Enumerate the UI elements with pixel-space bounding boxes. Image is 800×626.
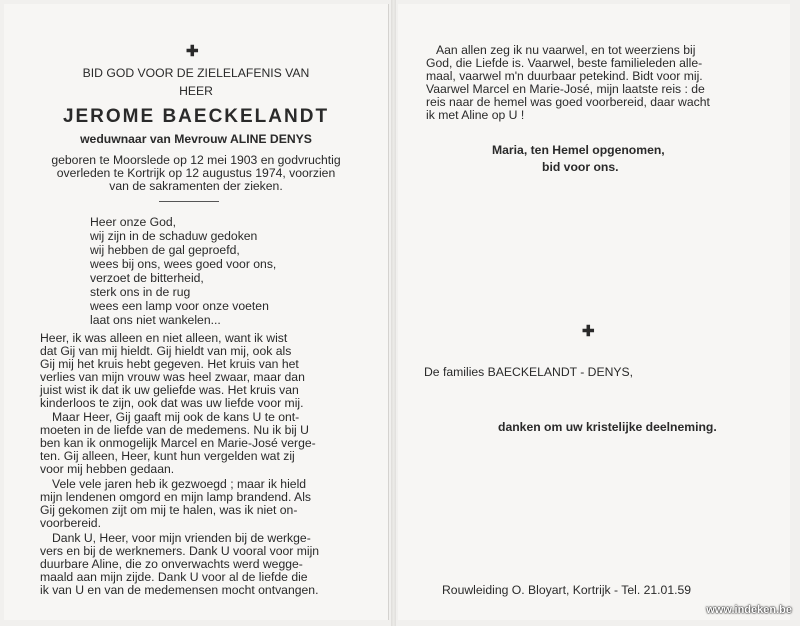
text-line: kinderloos te zijn, ook dat was uw liefde voor mij. [40, 396, 304, 410]
header-line-1: BID GOD VOOR DE ZIELELAFENIS VAN [82, 66, 310, 80]
text-line: Heer, ik was alleen en niet alleen, want ik wist [40, 331, 288, 345]
cross-icon: ✚ [582, 323, 595, 340]
text-line: verlies van mijn vrouw was heel zwaar, maar dan [40, 370, 305, 384]
text-line: God, die Liefde is. Vaarwel, beste familieleden alle- [426, 56, 703, 70]
text-line: ik met Aline op U ! [426, 108, 525, 122]
widower-line: weduwnaar van Mevrouw ALINE DENYS [80, 132, 312, 146]
text-line: ten. Gij alleen, Heer, kunt hun vergelden wat zij [40, 449, 295, 463]
text-line: vers en bij de werknemers. Dank U vooral voor mijn [40, 544, 320, 558]
text-line: Aan allen zeg ik nu vaarwel, en tot weerziens bij [436, 43, 696, 57]
bio-line: overleden te Kortrijk op 12 augustus 1974, voorzien [56, 166, 336, 180]
text-line: ben kan ik onmogelijk Marcel en Marie-José verge- [40, 436, 316, 450]
text-line: Maar Heer, Gij gaaft mij ook de kans U te ont- [52, 410, 300, 424]
page-fold [391, 0, 396, 626]
text-line: Vaarwel Marcel en Marie-José, mijn laatste reis : de [426, 82, 705, 96]
text-line: voorbereid. [40, 516, 101, 530]
text-line: voor mij hebben gedaan. [40, 462, 175, 476]
maria-invocation-line-1: Maria, ten Hemel opgenomen, [492, 143, 665, 157]
text-line: dat Gij van mij hieldt. Gij hieldt van mij, ook als [40, 344, 292, 358]
families-line: De families BAECKELANDT - DENYS, [424, 365, 634, 379]
poem-line: verzoet de bitterheid, [90, 271, 204, 285]
thanks-line: danken om uw kristelijke deelneming. [498, 420, 717, 434]
bio-line: geboren te Moorslede op 12 mei 1903 en godvruchtig [51, 153, 341, 167]
text-line: mijn lendenen omgord en mijn lamp brandend. Als [40, 490, 311, 504]
text-line: ik van U en van de medemensen mocht ontvangen. [40, 583, 319, 597]
text-line: maal, vaarwel m'n duurbaar petekind. Bidt voor mij. [426, 69, 703, 83]
text-line: Vele vele jaren heb ik gezwoegd ; maar ik hield [52, 477, 307, 491]
text-line: moeten in de liefde van de medemens. Nu ik bij U [40, 423, 309, 437]
text-line: Gij mij het kruis hebt gegeven. Het kruis van het [40, 357, 299, 371]
divider [159, 201, 219, 202]
poem-line: sterk ons in de rug [90, 285, 191, 299]
text-line: maald aan mijn zijde. Dank U voor al de liefde die [40, 570, 308, 584]
text-line: Dank U, Heer, voor mijn vrienden bij de werkge- [52, 531, 311, 545]
left-page [4, 4, 389, 620]
poem-line: Heer onze God, [90, 215, 177, 229]
poem-line: wij hebben de gal geproefd, [90, 243, 240, 257]
text-line: duurbare Aline, die zo onverwachts werd wegge- [40, 557, 303, 571]
text-line: juist wist ik dat ik uw geliefde was. Het kruis van [40, 383, 299, 397]
header-line-2: HEER [179, 84, 213, 98]
undertaker-line: Rouwleiding O. Bloyart, Kortrijk - Tel. 21.01.59 [442, 583, 692, 597]
cross-icon: ✚ [186, 43, 199, 60]
bio-line: van de sakramenten der zieken. [109, 179, 283, 193]
text-line: reis naar de hemel was goed voorbereid, daar wacht [426, 95, 710, 109]
watermark: www.indeken.be [706, 604, 792, 616]
poem-line: wees bij ons, wees goed voor ons, [90, 257, 277, 271]
poem-line: wij zijn in de schaduw gedoken [90, 229, 258, 243]
maria-invocation-line-2: bid voor ons. [542, 160, 619, 174]
deceased-name: JEROME BAECKELANDT [62, 106, 330, 127]
text-line: Gij gekomen zijt om mij te halen, was ik niet on- [40, 503, 298, 517]
poem-line: laat ons niet wankelen... [90, 313, 221, 327]
right-page [398, 4, 790, 620]
poem-line: wees een lamp voor onze voeten [90, 299, 269, 313]
